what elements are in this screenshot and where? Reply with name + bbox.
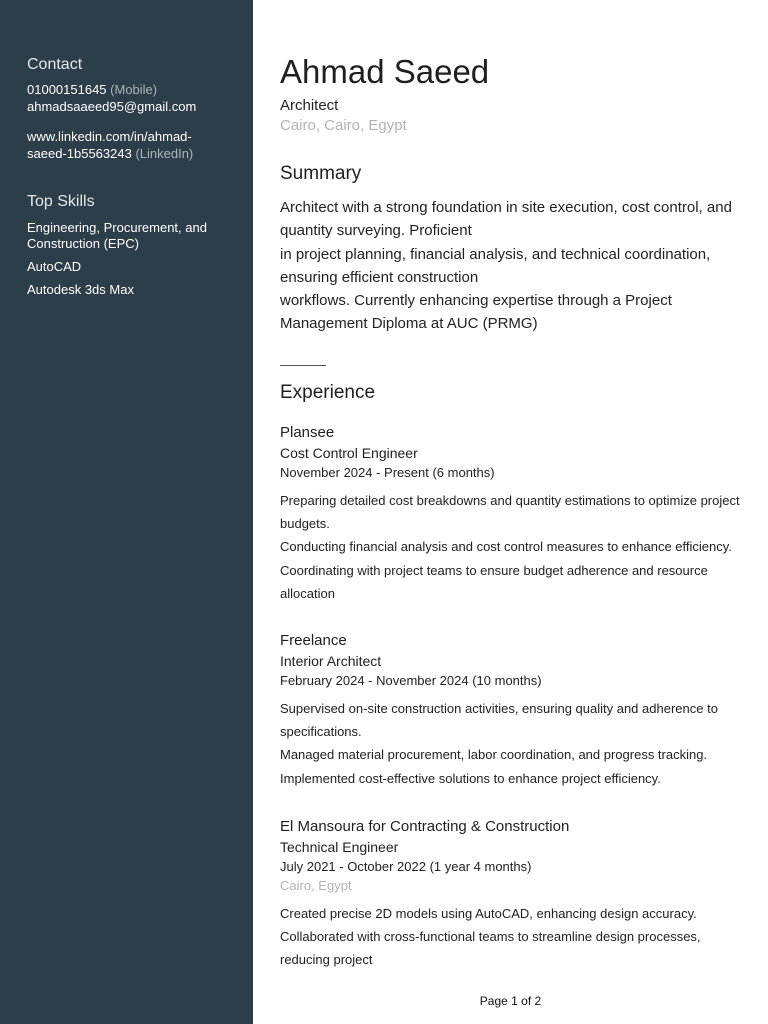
experience-title: Experience [280,382,376,403]
sidebar [0,0,253,1024]
linkedin-url-line1[interactable]: www.linkedin.com/in/ahmad- [27,129,192,144]
job-bullet: Preparing detailed cost breakdowns and quantity estimations to optimize project budgets. [280,493,740,532]
skill-item: AutoCAD [27,259,82,274]
summary-line: in project planning, financial analysis, and technical coordination, ensuring efficient construction [280,245,711,286]
summary-title: Summary [280,163,362,184]
headline: Architect [280,97,339,114]
job-entry [280,423,748,605]
phone-line [27,81,242,98]
skill-item: Engineering, Procurement, and Construction (EPC) [27,220,207,251]
job-description [280,489,748,605]
summary-line: workflows. Currently enhancing expertise through a Project Management Diploma at AUC (PRMG) [280,292,672,333]
company-name: Plansee [280,424,335,441]
contact-section [27,55,242,162]
job-role: Cost Control Engineer [280,445,418,461]
linkedin-type: (LinkedIn) [135,146,194,161]
job-bullet: Implemented cost-effective solutions to enhance project efficiency. [280,770,661,786]
skills-heading: Top Skills [27,193,95,210]
job-entry [280,817,748,972]
phone-number[interactable]: 01000151645 [27,82,107,97]
job-description [280,902,748,972]
summary-line: Architect with a strong foundation in site execution, cost control, and quantity surveying. Proficient [280,199,732,240]
job-dates: February 2024 - November 2024 (10 months) [280,673,542,688]
contact-heading: Contact [27,56,83,73]
phone-type: (Mobile) [110,82,158,97]
job-bullet: Managed material procurement, labor coordination, and progress tracking. [280,747,708,763]
linkedin-url-line2[interactable]: saeed-1b5563243 [27,146,132,161]
section-divider [280,365,326,366]
summary-text [280,196,745,336]
job-role: Interior Architect [280,653,382,669]
job-dates: July 2021 - October 2022 (1 year 4 months) [280,859,532,874]
job-entry [280,631,748,790]
job-bullet: Coordinating with project teams to ensure budget adherence and resource allocation [280,562,708,601]
skills-section [27,192,242,305]
skills-list [27,220,242,298]
job-location: Cairo, Egypt [280,878,352,893]
job-bullet: Supervised on-site construction activities, ensuring quality and adherence to specifications. [280,701,718,740]
page-number: Page 1 of 2 [479,994,542,1008]
skill-item: Autodesk 3ds Max [27,282,134,297]
person-name: Ahmad Saeed [280,53,490,90]
linkedin-link[interactable] [27,128,242,162]
email-link[interactable]: ahmadsaaeed95@gmail.com [27,99,197,114]
job-bullet: Conducting financial analysis and cost control measures to enhance efficiency. [280,539,732,555]
company-name: Freelance [280,632,347,649]
job-description [280,697,748,790]
job-role: Technical Engineer [280,839,399,855]
location: Cairo, Cairo, Egypt [280,117,407,134]
job-dates: November 2024 - Present (6 months) [280,465,495,480]
company-name: El Mansoura for Contracting & Construction [280,818,570,835]
job-bullet: Created precise 2D models using AutoCAD, enhancing design accuracy. [280,906,697,921]
linkedin-url-line2-row [27,145,242,162]
job-bullet: Collaborated with cross-functional teams to streamline design processes, reducing project [280,929,701,968]
